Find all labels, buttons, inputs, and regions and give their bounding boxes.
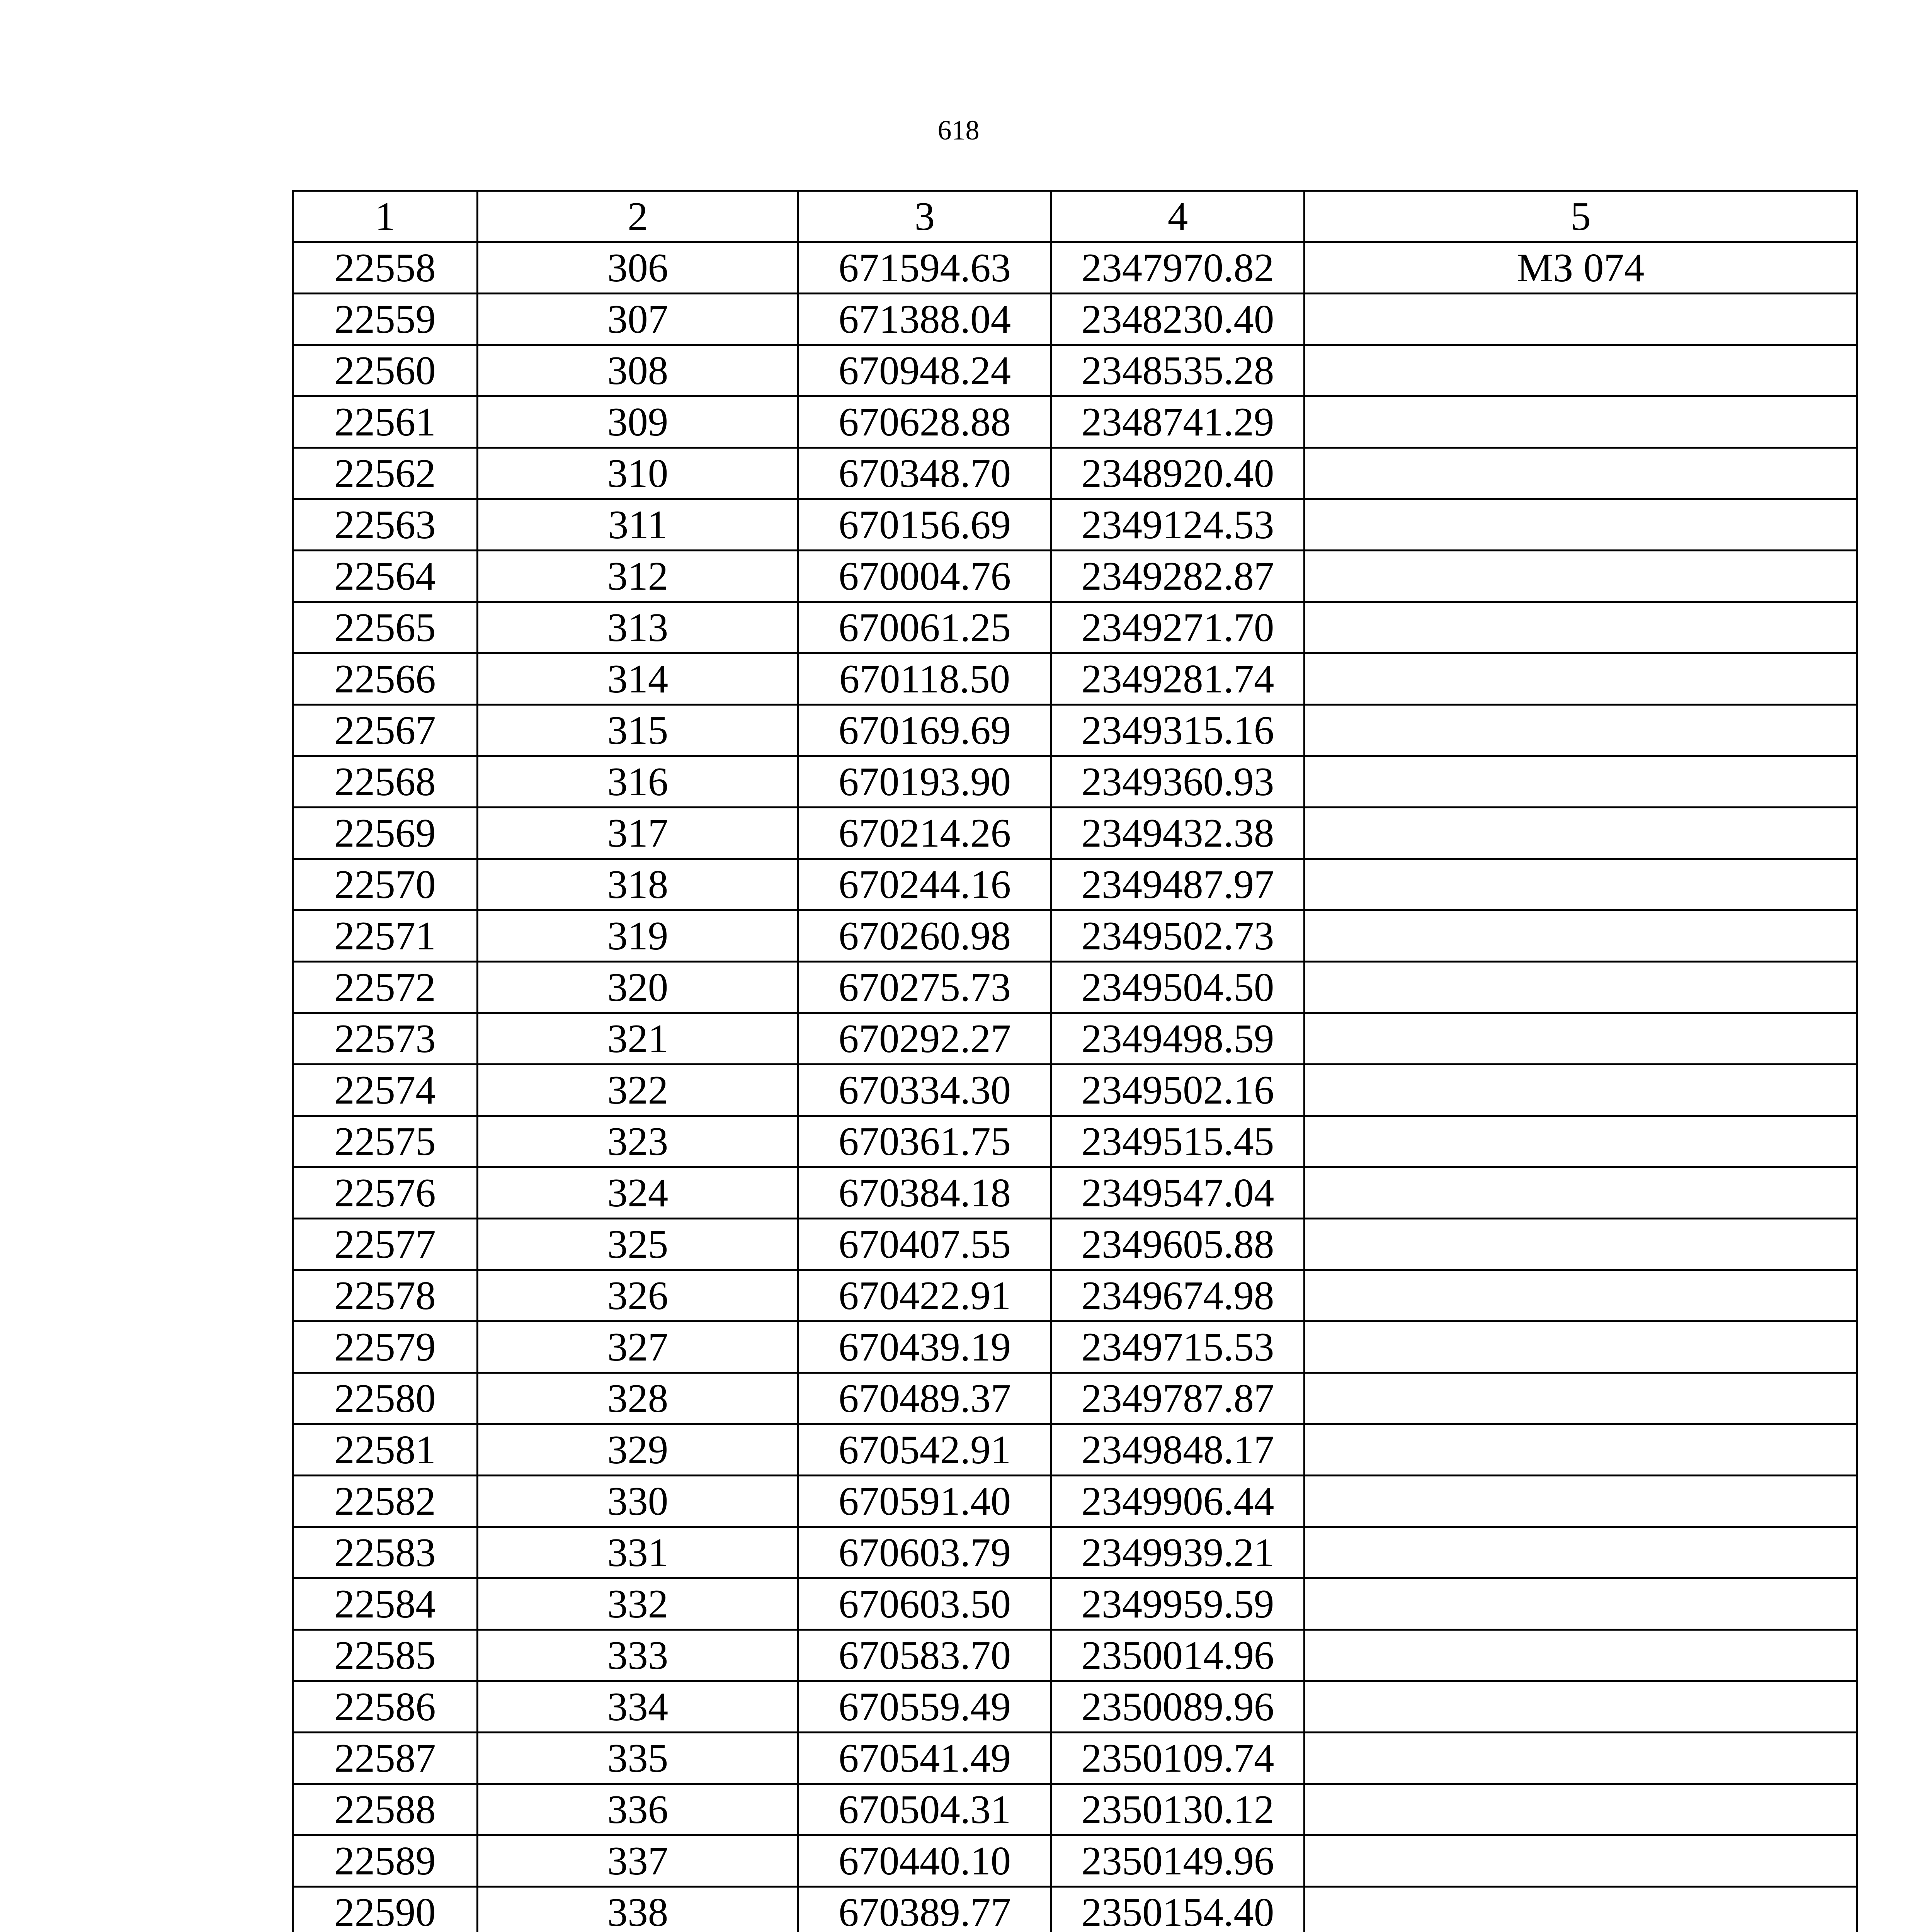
table-row (293, 962, 1857, 1013)
table-cell-col-1: 22565 (293, 602, 478, 653)
table-cell-col-5 (1305, 499, 1857, 551)
table-cell-col-5 (1305, 1013, 1857, 1065)
table-cell-col-4: 2350149.96 (1051, 1835, 1305, 1887)
table-cell-col-1: 22582 (293, 1476, 478, 1527)
table-cell-col-3: 670541.49 (798, 1733, 1051, 1784)
table-row (293, 602, 1857, 653)
table-cell-col-2: 334 (478, 1681, 798, 1733)
table-cell-col-4: 2349360.93 (1051, 756, 1305, 808)
table-cell-col-3: 670489.37 (798, 1373, 1051, 1424)
column-header-3: 3 (798, 191, 1051, 242)
table-row (293, 1476, 1857, 1527)
table-row (293, 551, 1857, 602)
table-cell-col-5 (1305, 653, 1857, 705)
table-cell-col-5 (1305, 859, 1857, 910)
table-cell-col-1: 22586 (293, 1681, 478, 1733)
table-cell-col-1: 22585 (293, 1630, 478, 1681)
table-cell-col-2: 338 (478, 1887, 798, 1932)
table-row (293, 1013, 1857, 1065)
table-cell-col-2: 313 (478, 602, 798, 653)
table-cell-col-3: 670628.88 (798, 396, 1051, 448)
table-cell-col-3: 670559.49 (798, 1681, 1051, 1733)
table-cell-col-3: 670591.40 (798, 1476, 1051, 1527)
table-cell-col-4: 2349487.97 (1051, 859, 1305, 910)
table-cell-col-5 (1305, 1578, 1857, 1630)
table-cell-col-1: 22577 (293, 1219, 478, 1270)
table-row (293, 705, 1857, 756)
table-cell-col-4: 2349715.53 (1051, 1321, 1305, 1373)
table-cell-col-5 (1305, 602, 1857, 653)
table-cell-col-3: 670292.27 (798, 1013, 1051, 1065)
table-cell-col-1: 22583 (293, 1527, 478, 1578)
table-cell-col-4: 2349959.59 (1051, 1578, 1305, 1630)
table-cell-col-3: 670583.70 (798, 1630, 1051, 1681)
table-cell-col-4: 2348230.40 (1051, 294, 1305, 345)
table-cell-col-2: 328 (478, 1373, 798, 1424)
table-row (293, 1578, 1857, 1630)
table-cell-col-2: 311 (478, 499, 798, 551)
table-cell-col-5 (1305, 1476, 1857, 1527)
table-header-row (293, 191, 1857, 242)
table-cell-col-1: 22568 (293, 756, 478, 808)
table-cell-col-1: 22567 (293, 705, 478, 756)
table-cell-col-5 (1305, 962, 1857, 1013)
table-cell-col-5 (1305, 808, 1857, 859)
table-cell-col-2: 326 (478, 1270, 798, 1321)
table-cell-col-1: 22575 (293, 1116, 478, 1167)
table-cell-col-2: 329 (478, 1424, 798, 1476)
table-row (293, 910, 1857, 962)
table-row (293, 1167, 1857, 1219)
table-cell-col-2: 315 (478, 705, 798, 756)
table-cell-col-2: 324 (478, 1167, 798, 1219)
table-cell-col-1: 22561 (293, 396, 478, 448)
column-header-4: 4 (1051, 191, 1305, 242)
table-cell-col-2: 316 (478, 756, 798, 808)
table-cell-col-4: 2350089.96 (1051, 1681, 1305, 1733)
table-row (293, 396, 1857, 448)
table-cell-col-5 (1305, 1219, 1857, 1270)
table-cell-col-4: 2348741.29 (1051, 396, 1305, 448)
table-cell-col-1: 22560 (293, 345, 478, 396)
table-row (293, 1733, 1857, 1784)
table-cell-col-3: 670422.91 (798, 1270, 1051, 1321)
table-body (293, 242, 1857, 1932)
table-cell-col-1: 22574 (293, 1065, 478, 1116)
table-row (293, 294, 1857, 345)
table-row (293, 1321, 1857, 1373)
table-row (293, 1527, 1857, 1578)
table-cell-col-3: 670193.90 (798, 756, 1051, 808)
table-cell-col-3: 670275.73 (798, 962, 1051, 1013)
table-row (293, 756, 1857, 808)
table-cell-col-2: 320 (478, 962, 798, 1013)
table-row (293, 1835, 1857, 1887)
table-cell-col-5 (1305, 1630, 1857, 1681)
table-cell-col-2: 332 (478, 1578, 798, 1630)
table-cell-col-2: 323 (478, 1116, 798, 1167)
coordinates-table (292, 190, 1858, 1932)
column-header-2: 2 (478, 191, 798, 242)
table-cell-col-4: 2349787.87 (1051, 1373, 1305, 1424)
table-row (293, 808, 1857, 859)
table-cell-col-2: 330 (478, 1476, 798, 1527)
table-cell-col-1: 22564 (293, 551, 478, 602)
table-cell-col-2: 327 (478, 1321, 798, 1373)
table-cell-col-4: 2347970.82 (1051, 242, 1305, 294)
table-cell-col-3: 670948.24 (798, 345, 1051, 396)
table-cell-col-4: 2349515.45 (1051, 1116, 1305, 1167)
table-row (293, 1681, 1857, 1733)
table-cell-col-5 (1305, 1835, 1857, 1887)
table-cell-col-3: 670440.10 (798, 1835, 1051, 1887)
table-cell-col-3: 670118.50 (798, 653, 1051, 705)
table-cell-col-2: 317 (478, 808, 798, 859)
table-cell-col-4: 2350109.74 (1051, 1733, 1305, 1784)
table-cell-col-1: 22587 (293, 1733, 478, 1784)
table-cell-col-5 (1305, 448, 1857, 499)
table-cell-col-4: 2349432.38 (1051, 808, 1305, 859)
table-cell-col-5 (1305, 1116, 1857, 1167)
table-cell-col-4: 2349502.16 (1051, 1065, 1305, 1116)
table-cell-col-3: 671388.04 (798, 294, 1051, 345)
table-cell-col-2: 337 (478, 1835, 798, 1887)
table-cell-col-2: 312 (478, 551, 798, 602)
table-cell-col-2: 308 (478, 345, 798, 396)
table-cell-col-2: 314 (478, 653, 798, 705)
table-cell-col-1: 22576 (293, 1167, 478, 1219)
table-cell-col-5 (1305, 756, 1857, 808)
table-cell-col-4: 2349547.04 (1051, 1167, 1305, 1219)
table-cell-col-1: 22573 (293, 1013, 478, 1065)
table-row (293, 1065, 1857, 1116)
table-cell-col-1: 22579 (293, 1321, 478, 1373)
column-header-5: 5 (1305, 191, 1857, 242)
table-cell-col-1: 22563 (293, 499, 478, 551)
table-cell-col-5 (1305, 910, 1857, 962)
table-cell-col-3: 670260.98 (798, 910, 1051, 962)
table-cell-col-1: 22569 (293, 808, 478, 859)
table-cell-col-2: 306 (478, 242, 798, 294)
table-cell-col-1: 22571 (293, 910, 478, 962)
table-cell-col-2: 322 (478, 1065, 798, 1116)
table-cell-col-1: 22590 (293, 1887, 478, 1932)
table-cell-col-3: 670061.25 (798, 602, 1051, 653)
table-cell-col-5 (1305, 1424, 1857, 1476)
table-cell-col-1: 22589 (293, 1835, 478, 1887)
table-cell-col-4: 2350130.12 (1051, 1784, 1305, 1835)
table-cell-col-4: 2349271.70 (1051, 602, 1305, 653)
table-cell-col-5 (1305, 1167, 1857, 1219)
table-cell-col-4: 2349939.21 (1051, 1527, 1305, 1578)
table-cell-col-3: 670603.79 (798, 1527, 1051, 1578)
table-cell-col-3: 670169.69 (798, 705, 1051, 756)
table-cell-col-3: 670156.69 (798, 499, 1051, 551)
table-cell-col-3: 670407.55 (798, 1219, 1051, 1270)
table-cell-col-1: 22578 (293, 1270, 478, 1321)
table-cell-col-1: 22566 (293, 653, 478, 705)
table-cell-col-3: 670389.77 (798, 1887, 1051, 1932)
table-cell-col-3: 670214.26 (798, 808, 1051, 859)
table-cell-col-3: 670004.76 (798, 551, 1051, 602)
table-cell-col-4: 2349906.44 (1051, 1476, 1305, 1527)
table-cell-col-3: 670334.30 (798, 1065, 1051, 1116)
table-cell-col-4: 2349124.53 (1051, 499, 1305, 551)
table-cell-col-4: 2349498.59 (1051, 1013, 1305, 1065)
table-cell-col-5 (1305, 396, 1857, 448)
table-cell-col-2: 336 (478, 1784, 798, 1835)
table-cell-col-5 (1305, 1681, 1857, 1733)
table-cell-col-3: 670504.31 (798, 1784, 1051, 1835)
table-cell-col-2: 335 (478, 1733, 798, 1784)
table-cell-col-4: 2349504.50 (1051, 962, 1305, 1013)
table-cell-col-4: 2349281.74 (1051, 653, 1305, 705)
table-cell-col-4: 2350014.96 (1051, 1630, 1305, 1681)
table-cell-col-4: 2349282.87 (1051, 551, 1305, 602)
table-row (293, 1630, 1857, 1681)
table-cell-col-3: 670348.70 (798, 448, 1051, 499)
table-row (293, 1887, 1857, 1932)
table-cell-col-2: 325 (478, 1219, 798, 1270)
table-cell-col-2: 310 (478, 448, 798, 499)
table-cell-col-5 (1305, 1733, 1857, 1784)
table-cell-col-2: 321 (478, 1013, 798, 1065)
table-cell-col-5 (1305, 294, 1857, 345)
table-cell-col-2: 307 (478, 294, 798, 345)
table-cell-col-5 (1305, 1784, 1857, 1835)
table-cell-col-1: 22562 (293, 448, 478, 499)
table-cell-col-2: 318 (478, 859, 798, 910)
table-cell-col-5: МЗ 074 (1305, 242, 1857, 294)
table-cell-col-4: 2348920.40 (1051, 448, 1305, 499)
table-cell-col-2: 331 (478, 1527, 798, 1578)
table-cell-col-1: 22572 (293, 962, 478, 1013)
table-row (293, 1373, 1857, 1424)
table-cell-col-1: 22584 (293, 1578, 478, 1630)
table-cell-col-3: 670439.19 (798, 1321, 1051, 1373)
table-row (293, 1270, 1857, 1321)
table-cell-col-5 (1305, 1321, 1857, 1373)
table-row (293, 1424, 1857, 1476)
table-row (293, 1784, 1857, 1835)
table-row (293, 653, 1857, 705)
table-cell-col-4: 2349848.17 (1051, 1424, 1305, 1476)
table-cell-col-1: 22588 (293, 1784, 478, 1835)
table-cell-col-3: 670603.50 (798, 1578, 1051, 1630)
page-number: 618 (937, 115, 980, 146)
table-cell-col-3: 670244.16 (798, 859, 1051, 910)
table-cell-col-3: 670384.18 (798, 1167, 1051, 1219)
table-cell-col-5 (1305, 1527, 1857, 1578)
table-cell-col-3: 671594.63 (798, 242, 1051, 294)
table-cell-col-4: 2349674.98 (1051, 1270, 1305, 1321)
table-cell-col-5 (1305, 1373, 1857, 1424)
table-row (293, 345, 1857, 396)
table-cell-col-4: 2349605.88 (1051, 1219, 1305, 1270)
table-cell-col-4: 2349315.16 (1051, 705, 1305, 756)
table-cell-col-5 (1305, 705, 1857, 756)
table-row (293, 1219, 1857, 1270)
table-row (293, 499, 1857, 551)
table-cell-col-3: 670361.75 (798, 1116, 1051, 1167)
table-row (293, 242, 1857, 294)
table-cell-col-4: 2349502.73 (1051, 910, 1305, 962)
table-cell-col-2: 309 (478, 396, 798, 448)
table-cell-col-5 (1305, 1065, 1857, 1116)
table-row (293, 1116, 1857, 1167)
table-cell-col-3: 670542.91 (798, 1424, 1051, 1476)
table-cell-col-5 (1305, 1270, 1857, 1321)
column-header-1: 1 (293, 191, 478, 242)
table-cell-col-1: 22558 (293, 242, 478, 294)
table-cell-col-5 (1305, 551, 1857, 602)
table-cell-col-2: 333 (478, 1630, 798, 1681)
table-cell-col-2: 319 (478, 910, 798, 962)
table-cell-col-1: 22580 (293, 1373, 478, 1424)
table-cell-col-4: 2350154.40 (1051, 1887, 1305, 1932)
table-cell-col-1: 22570 (293, 859, 478, 910)
table-cell-col-1: 22581 (293, 1424, 478, 1476)
table-cell-col-1: 22559 (293, 294, 478, 345)
table-row (293, 448, 1857, 499)
table-cell-col-4: 2348535.28 (1051, 345, 1305, 396)
table-cell-col-5 (1305, 345, 1857, 396)
table-row (293, 859, 1857, 910)
table-cell-col-5 (1305, 1887, 1857, 1932)
